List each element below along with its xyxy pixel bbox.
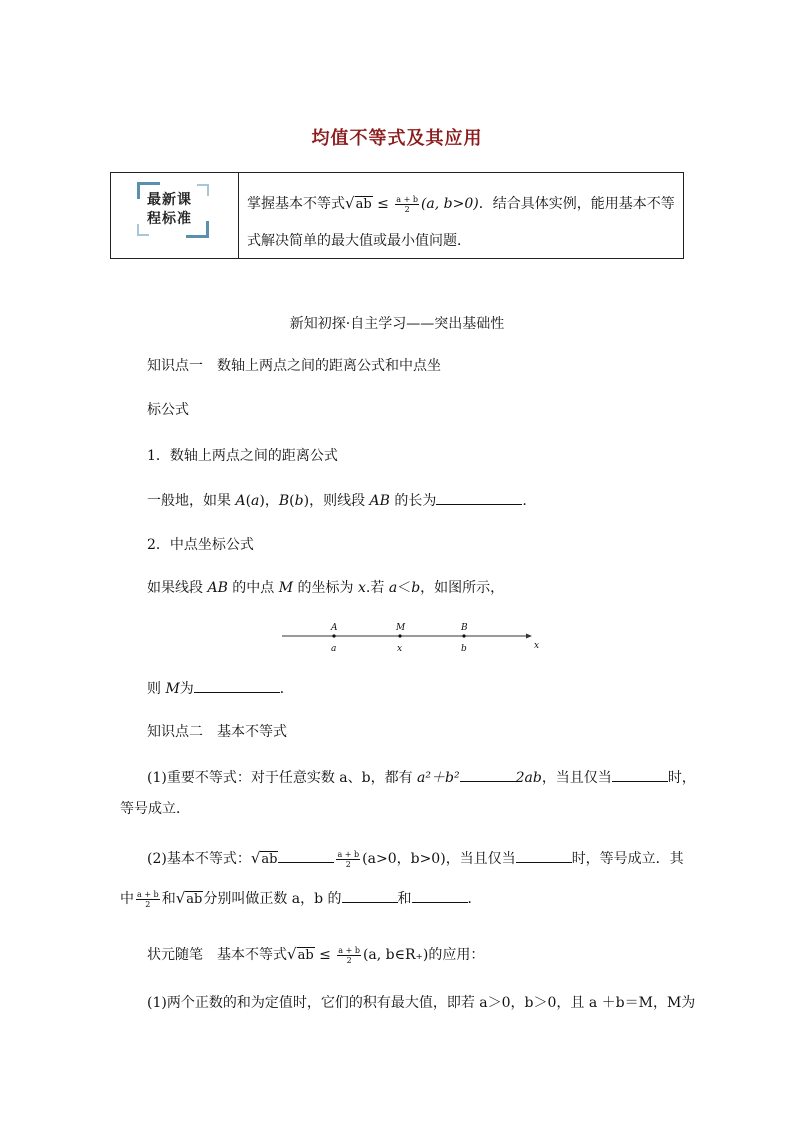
kp2-p3: [120, 888, 482, 910]
sqrt-expression: √ab: [175, 889, 203, 907]
point-A: A: [235, 493, 246, 509]
text: 的坐标为: [293, 580, 359, 596]
kp1-item2-body: [147, 578, 504, 598]
kp1-item1-heading: 1．数轴上两点之间的距离公式: [147, 448, 338, 464]
point-B: B: [278, 493, 290, 509]
label-x: x: [397, 644, 403, 654]
text: ．: [279, 681, 294, 697]
fraction-numerator: a + b: [396, 194, 418, 204]
text: (1)重要不等式：对于任意实数 a、b，都有: [147, 770, 418, 786]
expr-a2-b2: a²＋b²: [417, 770, 460, 786]
text: 中: [120, 891, 134, 907]
label-B: B: [461, 623, 468, 633]
note-label: 状元随笔: [147, 947, 203, 963]
text: 的长为: [389, 493, 437, 509]
fraction-numerator: a + b: [338, 945, 360, 955]
fraction-denominator: 2: [145, 899, 151, 909]
standard-text: [247, 185, 679, 259]
text: 如果线段: [147, 580, 208, 596]
fraction: [395, 195, 419, 214]
segment-AB: AB: [369, 493, 390, 509]
answer-blank[interactable]: [460, 767, 516, 782]
label-b: b: [461, 644, 467, 654]
point-M-dot: [398, 634, 401, 637]
standard-text-before: 掌握基本不等式: [247, 196, 345, 212]
point-M: M: [278, 580, 294, 596]
text: 分别叫做正数 a，b 的: [203, 891, 342, 907]
kp2-p2: [147, 848, 684, 870]
answer-blank[interactable]: [436, 490, 522, 505]
kp1-result: [147, 678, 294, 699]
note-p1: (1)两个正数的和为定值时，它们的积有最大值，即若 a＞0，b＞0，且 a ＋b＝M，M为: [147, 995, 696, 1011]
kp2-title: 知识点二 基本不等式: [147, 724, 287, 740]
condition: (a, b>0): [420, 196, 479, 212]
text: .: [522, 493, 527, 509]
standard-line-1: [247, 185, 679, 223]
page-title: 均值不等式及其应用: [311, 128, 483, 149]
answer-blank[interactable]: [612, 767, 668, 782]
le-symbol: ≤: [314, 947, 336, 963]
text: ，则线段: [309, 493, 370, 509]
text: 一般地，如果: [147, 493, 236, 509]
text: 和: [397, 891, 412, 907]
text: 基本不等式: [217, 947, 287, 963]
coord-a: a: [251, 493, 260, 509]
fraction: [336, 850, 360, 869]
text: .若: [365, 580, 389, 596]
sqrt-expression: √ab: [250, 849, 278, 867]
fraction: [136, 890, 160, 909]
axis-label-x: x: [534, 641, 540, 651]
fraction: [337, 946, 361, 965]
answer-blank[interactable]: [516, 848, 572, 863]
number-line-figure: [282, 618, 544, 658]
text: 则: [147, 681, 166, 697]
kp2-p1: [147, 767, 696, 788]
fraction-denominator: 2: [404, 204, 410, 214]
point-A-dot: [332, 634, 335, 637]
sqrt-argument: ab: [297, 948, 314, 963]
label-A: A: [331, 623, 338, 633]
condition: (a, b∈R₊): [362, 947, 429, 963]
answer-blank[interactable]: [194, 678, 280, 693]
kp1-title-cont: 标公式: [147, 402, 189, 418]
text: (2)基本不等式：: [147, 851, 251, 867]
note-heading: [147, 944, 484, 966]
text: 的中点: [227, 580, 279, 596]
sqrt-expression: √ab: [287, 945, 314, 963]
le-symbol: ≤: [372, 196, 394, 212]
expr-2ab: 2ab: [515, 770, 542, 786]
answer-blank[interactable]: [342, 888, 398, 903]
text: ，: [264, 493, 279, 509]
answer-blank[interactable]: [278, 848, 334, 863]
text: ，当且仅当: [541, 770, 612, 786]
text: 时，等号成立．其: [571, 851, 684, 867]
text: ，如图所示，: [420, 580, 505, 596]
standard-badge: [137, 182, 209, 238]
fraction-denominator: 2: [346, 955, 352, 965]
coord-b: b: [294, 493, 304, 509]
sqrt-expression: √ab: [345, 194, 372, 212]
text: 和: [161, 891, 176, 907]
lt-symbol: ＜: [397, 580, 412, 596]
text: ．: [467, 891, 482, 907]
kp1-title: 知识点一 数轴上两点之间的距离公式和中点坐: [147, 358, 441, 374]
badge-line-1: 最新课: [147, 192, 192, 208]
badge-text: [147, 191, 199, 229]
standard-line-2: 式解决简单的最大值或最小值问题．: [247, 233, 471, 249]
fraction-denominator: 2: [345, 859, 351, 869]
text: 为: [179, 681, 194, 697]
fraction-numerator: a + b: [337, 849, 360, 859]
badge-line-2: 程标准: [147, 211, 192, 227]
text: ，当且仅当: [445, 851, 516, 867]
answer-blank[interactable]: [412, 888, 468, 903]
sqrt-argument: ab: [261, 852, 278, 867]
kp1-item1-body: 一般地，如果 A(a)，B(b)，则线段 AB 的长为 .: [147, 490, 527, 511]
kp1-item2-heading: 2．中点坐标公式: [147, 537, 254, 553]
axis-arrow: [526, 634, 532, 639]
var-a: a: [388, 580, 398, 596]
var-b: b: [411, 580, 421, 596]
point-B-dot: [462, 634, 465, 637]
text: 时，: [667, 770, 696, 786]
standard-text-after: ．结合具体实例，能用基本不等: [478, 196, 675, 212]
fraction-numerator: a + b: [137, 889, 159, 899]
var-x: x: [358, 580, 366, 596]
condition: (a>0，b>0): [362, 851, 446, 867]
section-heading: 新知初探·自主学习——突出基础性: [289, 316, 505, 332]
point-M: M: [165, 681, 180, 697]
label-M: M: [396, 623, 406, 633]
sqrt-argument: ab: [355, 197, 372, 212]
label-a: a: [331, 644, 337, 654]
standard-label-cell: [111, 173, 239, 258]
sqrt-argument: ab: [186, 892, 203, 907]
segment-AB: AB: [207, 580, 228, 596]
curriculum-standard-box: [110, 172, 684, 259]
kp2-p1-line2: 等号成立．: [120, 801, 190, 817]
text: 的应用：: [428, 947, 485, 963]
